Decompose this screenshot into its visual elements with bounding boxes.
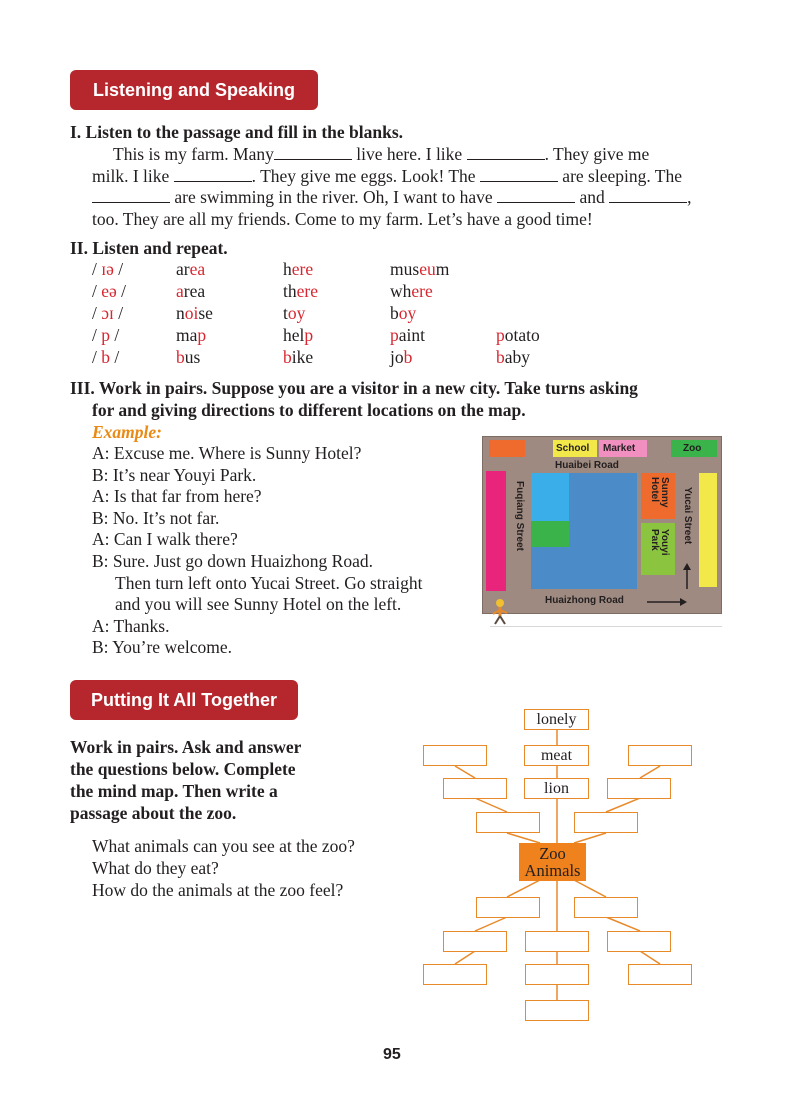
dialogue-line: A: Can I walk there?: [92, 529, 238, 550]
dialogue-line: B: Sure. Just go down Huaizhong Road.: [92, 551, 373, 571]
together-title: Putting It All Together: [91, 689, 277, 710]
phonetic-symbol: / p /: [92, 325, 120, 345]
phonics-word: help: [283, 325, 314, 345]
passage-text: and: [579, 187, 605, 208]
instruction-line: Work in pairs. Ask and answer: [70, 737, 302, 757]
part1-heading: I. Listen to the passage and fill in the blanks.: [70, 122, 404, 142]
passage-text: are swimming in the river. Oh, I want to have: [174, 187, 493, 208]
example-label: Example:: [92, 422, 162, 442]
passage-text: . They give me eggs. Look! The: [251, 165, 476, 186]
phonics-word: boy: [390, 303, 417, 323]
question-line: What animals can you see at the zoo?: [92, 836, 355, 856]
phonics-word: toy: [283, 303, 306, 323]
map-school: School: [553, 440, 597, 457]
listening-speaking-title: Listening and Speaking: [92, 79, 296, 100]
dialogue-line: A: Is that far from here?: [92, 486, 262, 507]
phonics-word: area: [176, 259, 206, 279]
mind-map-center-line2: Animals: [524, 861, 581, 880]
dialogue-line: B: You’re welcome.: [92, 637, 232, 658]
map-market: Market: [599, 440, 647, 457]
dialogue-line: Then turn left onto Yucai Street. Go straight: [115, 572, 423, 593]
mind-map-box[interactable]: [574, 812, 638, 833]
mind-map-box[interactable]: [423, 964, 487, 985]
dialogue-line: A: Thanks.: [92, 615, 170, 636]
mind-map-box[interactable]: [476, 812, 540, 833]
phonics-word: here: [283, 259, 314, 279]
passage-text: are sleeping. The: [562, 165, 682, 186]
phonetic-symbol: / ɪə /: [92, 259, 124, 279]
mind-map-box[interactable]: [525, 931, 589, 952]
mind-map-box[interactable]: [525, 1000, 589, 1021]
mind-map-box[interactable]: [607, 931, 671, 952]
phonics-word: bike: [283, 347, 314, 367]
phonics-word: paint: [390, 325, 425, 345]
instruction-line: the questions below. Complete: [70, 759, 296, 779]
map-sunny-hotel: Sunny Hotel: [641, 473, 675, 519]
passage-text: too. They are all my friends. Come to my farm. Let’s have a good time!: [92, 208, 593, 229]
mind-map-box[interactable]: [607, 778, 671, 799]
dialogue-line: B: No. It’s not far.: [92, 507, 220, 528]
mind-map-box[interactable]: [628, 745, 692, 766]
passage-text: This is my farm. Many: [113, 144, 274, 164]
mind-map-box-lion[interactable]: lion: [524, 778, 589, 799]
mind-map-box[interactable]: [628, 964, 692, 985]
page-number: 95: [383, 1046, 401, 1063]
mind-map-box-meat[interactable]: meat: [524, 745, 589, 766]
part2-heading: II. Listen and repeat.: [70, 238, 228, 258]
huaizhong-road-label: Huaizhong Road: [545, 595, 624, 606]
instruction-line: the mind map. Then write a: [70, 781, 278, 801]
dialogue-line: A: Excuse me. Where is Sunny Hotel?: [92, 443, 362, 463]
mind-map-box[interactable]: [443, 778, 507, 799]
phonics-word: where: [390, 281, 433, 301]
phonics-word: museum: [390, 259, 450, 279]
phonics-word: noise: [176, 303, 213, 323]
mind-map-box[interactable]: [476, 897, 540, 918]
passage-text: milk. I like: [92, 165, 170, 186]
phonetic-symbol: / ɔɪ /: [92, 303, 124, 323]
huaibei-road-label: Huaibei Road: [555, 460, 619, 471]
phonics-word: job: [390, 347, 413, 367]
question-line: How do the animals at the zoo feel?: [92, 880, 344, 900]
question-line: What do they eat?: [92, 858, 219, 878]
mind-map-center-line1: Zoo: [539, 844, 566, 863]
passage-text: live here. I like: [356, 144, 463, 164]
phonics-word: there: [283, 281, 318, 301]
fuqiang-street-label: Fuqiang Street: [514, 481, 525, 552]
instruction-line: passage about the zoo.: [70, 803, 237, 823]
yucai-street-label: Yucai Street: [682, 487, 693, 545]
phonics-word: area: [176, 281, 206, 301]
map-youyi-park: Youyi Park: [641, 523, 675, 575]
phonetic-symbol: / eə /: [92, 281, 127, 301]
mind-map-box-lonely[interactable]: lonely: [524, 709, 589, 730]
passage-text: . They give me: [544, 144, 650, 164]
phonics-word: baby: [496, 347, 531, 367]
phonics-word: map: [176, 325, 207, 345]
mind-map-box[interactable]: [525, 964, 589, 985]
map-zoo: Zoo: [671, 440, 717, 457]
phonics-word: bus: [176, 347, 201, 367]
mind-map-box[interactable]: [423, 745, 487, 766]
mind-map-box[interactable]: [443, 931, 507, 952]
mind-map-center: [519, 843, 586, 881]
mind-map-box[interactable]: [574, 897, 638, 918]
phonetic-symbol: / b /: [92, 347, 120, 367]
dialogue-line: B: It’s near Youyi Park.: [92, 464, 257, 485]
part3-heading-line2: for and giving directions to different locations on the map.: [92, 399, 526, 420]
passage-text: ,: [687, 187, 692, 208]
dialogue-line: and you will see Sunny Hotel on the left.: [115, 594, 402, 615]
phonics-word: potato: [496, 325, 540, 345]
part3-heading-line1: III. Work in pairs. Suppose you are a visitor in a new city. Take turns asking: [70, 378, 638, 398]
